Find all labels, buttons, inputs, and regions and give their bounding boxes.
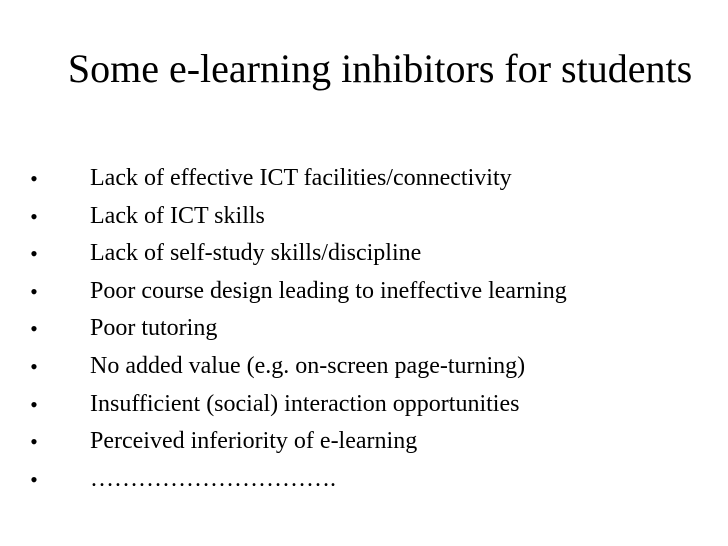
bullet-text: Insufficient (social) interaction opportunities <box>90 390 520 417</box>
bullet-item <box>28 386 567 424</box>
bullet-marker: • <box>30 166 38 191</box>
bullet-item <box>28 198 567 236</box>
bullet-text: …………………………. <box>90 465 336 492</box>
bullet-item <box>28 423 567 461</box>
bullet-marker: • <box>30 391 38 417</box>
bullet-marker: • <box>30 466 38 492</box>
bullet-item <box>28 310 567 348</box>
bullet-item <box>28 348 567 386</box>
bullet-marker: • <box>30 353 38 379</box>
bullet-text: Lack of self-study skills/discipline <box>90 240 422 267</box>
slide-title: Some e-learning inhibitors for students <box>67 46 693 91</box>
bullet-item <box>28 461 567 499</box>
bullet-item <box>28 160 567 198</box>
bullet-text: Perceived inferiority of e-learning <box>90 428 418 455</box>
bullet-text: Lack of effective ICT facilities/connectivity <box>90 165 512 191</box>
bullet-item <box>28 235 567 273</box>
bullet-marker: • <box>30 203 38 229</box>
bullet-text: Lack of ICT skills <box>90 202 265 229</box>
bullet-item <box>28 273 567 311</box>
bullet-text: No added value (e.g. on-screen page-turning) <box>90 352 526 379</box>
bullet-marker: • <box>30 278 38 304</box>
bullet-text: Poor course design leading to ineffective learning <box>90 277 567 304</box>
bullet-marker: • <box>30 429 38 455</box>
bullet-list <box>28 160 567 498</box>
bullet-marker: • <box>30 241 38 267</box>
bullet-marker: • <box>30 316 38 342</box>
bullet-text: Poor tutoring <box>90 315 218 342</box>
